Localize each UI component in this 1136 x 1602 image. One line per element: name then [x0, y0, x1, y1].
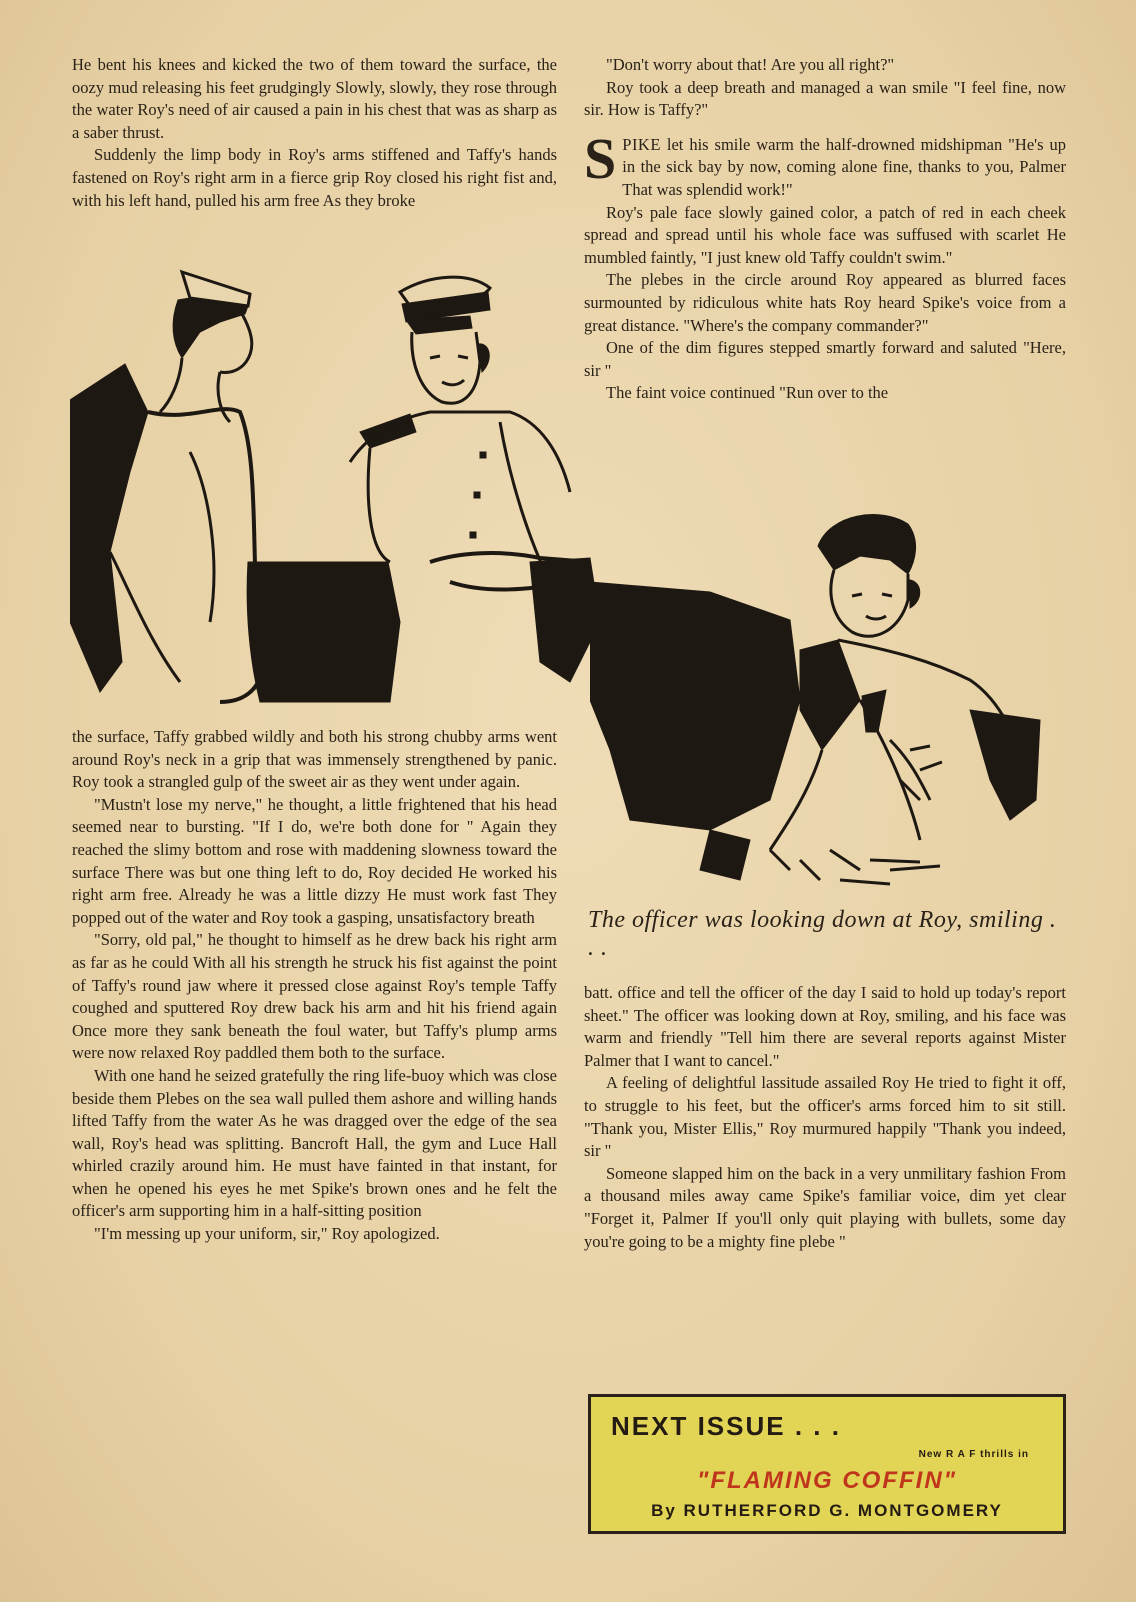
sailor-collar	[70, 364, 148, 692]
paragraph: "Sorry, old pal," he thought to himself as he drew back his right arm as far as he could With all his strength he struck his fist against the point of Taffy's round jaw where it pressed close against Roy's temple Taffy coughed and sputtered Roy drew back his arm and hit his friend again Once more they sank beneath the foul water, but Taffy's plump arms were now relaxed Roy paddled them both to the surface.	[72, 930, 557, 1063]
next-issue-ad	[588, 1394, 1066, 1534]
paragraph: With one hand he seized gratefully the ring life-buoy which was close beside them Plebes on the sea wall pulled them ashore and willing hands lifted Taffy from the water As he was dragged over the edge of the sea wall, Roy's head was splitting. Bancroft Hall, the gym and Luce Hall whirled crazily around him. He must have fainted in that instant, for when he opened his eyes he met Spike's brown ones and he felt the officer's arm supporting him in a half-sitting position	[72, 1065, 557, 1221]
paragraph: batt. office and tell the officer of the day I said to hold up today's report sheet." The officer was looking down at Roy, smiling, and his face was warm and friendly "Tell him there are several reports against Mister Palmer that I want to cancel."	[584, 983, 1066, 1070]
paragraph: Suddenly the limp body in Roy's arms stiffened and Taffy's hands fastened on Roy's right arm in a fierce grip Roy closed his right fist and, with his left hand, pulled his arm free As they broke	[72, 145, 557, 210]
dropcap-smallcaps: PIKE	[622, 134, 661, 154]
roy-hair	[818, 515, 916, 574]
illustration-sailor-and-officer	[70, 262, 610, 724]
dropcap-rest: let his smile warm the half-drowned midshipman "He's up in the sick bay by now, coming alone fine, thanks to you, Palmer That was splendid work!"	[622, 134, 1066, 199]
roy-tie	[862, 690, 886, 732]
illustration-caption: The officer was looking down at Roy, smiling . . .	[588, 907, 1057, 961]
paragraph: "Don't worry about that! Are you all right?"	[606, 55, 895, 74]
roy-ear	[910, 580, 920, 608]
paragraph: Someone slapped him on the back in a very unmilitary fashion From a thousand miles away came Spike's familiar voice, dim yet clear "Forget it, Palmer If you'll only quit playing with bullets, some day you're going to be a mighty fine plebe "	[584, 1163, 1066, 1251]
ad-next-issue: NEXT ISSUE . . .	[611, 1411, 841, 1441]
paragraph: Roy took a deep breath and managed a wan smile "I feel fine, now sir. How is Taffy?"	[584, 77, 1066, 120]
column-b-bottom	[584, 982, 1066, 1253]
roy-hand	[700, 830, 750, 880]
paragraph: He bent his knees and kicked the two of them toward the surface, the oozy mud releasing his feet grudgingly Slowly, slowly, they rose through the water Roy's need of air caused a pain in his chest that was as sharp as a saber thrust.	[72, 55, 557, 142]
ad-title: "FLAMING COFFIN"	[696, 1467, 958, 1494]
ad-author: By RUTHERFORD G. MONTGOMERY	[651, 1501, 1003, 1520]
paragraph: Roy's pale face slowly gained color, a patch of red in each cheek spread and spread until his whole face was suffused with scarlet He mumbled faintly, "I just knew old Taffy couldn't swim."	[584, 202, 1066, 267]
paragraph: "Mustn't lose my nerve," he thought, a little frightened that his head seemed near to bursting. "If I do, we're both done for " Again they reached the slimy bottom and rose with maddening slowness toward the surface There was but one thing left to do, Roy decided He worked his right arm free. Already he was a little dizzy He must work fast They popped out of the water and Roy took a gasping, unsatisfactory breath	[72, 794, 557, 927]
column-a-top	[72, 54, 557, 212]
roy-collar-left	[800, 640, 860, 750]
officer-arm-shadow	[590, 582, 800, 830]
column-b-top	[584, 54, 1066, 405]
sailor-neck	[160, 358, 182, 412]
sailor-face	[218, 314, 252, 422]
column-a-bottom	[72, 726, 557, 1246]
officer-buttons	[470, 452, 486, 538]
paragraph: The plebes in the circle around Roy appeared as blurred faces surmounted by ridiculous white hats Roy heard Spike's voice from a great distance. "Where's the company commander?"	[584, 270, 1066, 335]
paragraph: the surface, Taffy grabbed wildly and both his strong chubby arms went around Roy's neck in a grip that was immensely strengthened by panic. Roy took a strangled gulp of the sweet air as they went under again.	[72, 727, 557, 792]
sailor-hair	[173, 298, 248, 358]
paragraph: "I'm messing up your uniform, sir," Roy apologized.	[94, 1224, 440, 1244]
paragraph: One of the dim figures stepped smartly forward and saluted "Here, sir "	[584, 338, 1066, 380]
right-shadow	[970, 710, 1040, 820]
roy-face	[831, 570, 908, 636]
officer-face	[412, 332, 480, 403]
dropcap-letter: S	[584, 125, 617, 191]
illustration-roy-sitting	[590, 500, 1066, 900]
paragraph: The faint voice continued "Run over to the	[606, 383, 889, 403]
ad-thrills: New R A F thrills in	[918, 1449, 1029, 1460]
paragraph: A feeling of delightful lassitude assailed Roy He tried to fight it off, to struggle to his feet, but the officer's arms forced him to sit still. "Thank you, Mister Ellis," Roy murmured happily "Thank you indeed, sir "	[584, 1073, 1066, 1161]
shadow-mass	[247, 562, 400, 702]
dropcap-paragraph	[584, 125, 1066, 202]
